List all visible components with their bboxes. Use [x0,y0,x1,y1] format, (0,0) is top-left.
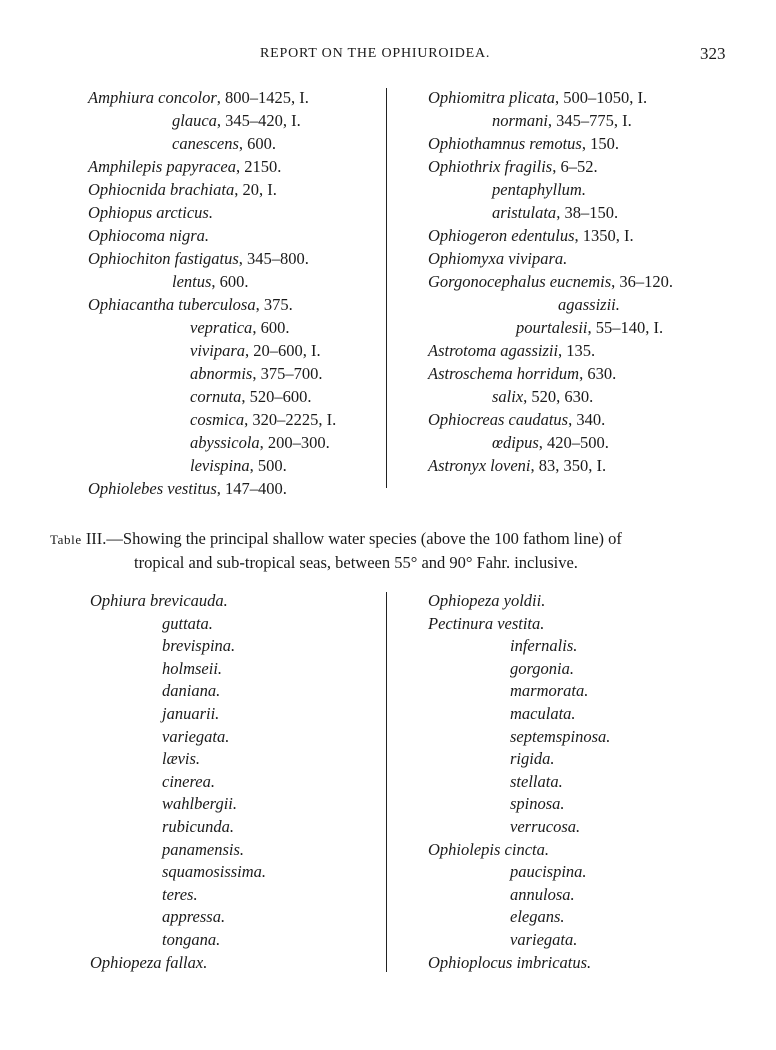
species-name: Ophiopus arcticus. [88,203,213,222]
species-name: lævis. [162,749,201,769]
species-name: salix [492,387,524,406]
species-name: Ophiopeza yoldii. [428,591,546,610]
species-name: rubicunda. [162,817,234,836]
species-entry [510,659,574,679]
species-name: guttata. [162,613,213,633]
depth-range: , 500. [249,456,287,475]
species-name: Ophioplocus imbricatus. [428,952,592,972]
species-entry [516,318,663,338]
depth-range: , 150. [581,134,619,153]
species-name: infernalis. [510,636,578,656]
species-entry [162,727,229,747]
species-entry [88,226,209,246]
depth-range: , 6–52. [552,157,598,176]
depth-range: , 600. [238,134,277,153]
species-name: abyssicola [190,433,260,452]
species-name: januarii. [162,704,220,723]
depth-range: , 55–140, I. [587,318,664,337]
species-entry [88,479,287,499]
column-divider [386,592,387,972]
depth-range: , 20, I. [234,180,277,199]
species-name: Ophiocnida brachiata [88,180,235,199]
species-name: marmorata. [510,681,589,701]
species-entry [428,134,619,154]
species-entry [162,704,219,724]
species-name: œdipus [492,433,539,452]
depth-range: , 147–400. [216,479,287,498]
species-entry [428,591,545,611]
species-entry [88,180,277,200]
species-entry [510,907,565,927]
species-entry [88,295,293,315]
species-entry [172,134,276,154]
species-name: Astronyx loveni [428,456,531,475]
species-entry [162,907,225,927]
species-name: Ophiomitra plicata [428,88,555,107]
species-name: appressa. [162,907,226,927]
caption-line-1-text: —Showing the principal shallow water species (above the 100 fathom line) of [106,529,622,548]
species-entry [162,772,215,792]
species-name: normani [492,111,548,130]
depth-range: , 1350, I. [574,226,634,245]
species-entry [428,272,673,292]
species-name: squamosissima. [162,862,267,882]
species-entry [428,953,591,973]
depth-range: , 83, 350, I. [530,456,607,475]
species-name: elegans. [510,907,565,927]
species-name: Amphilepis papyracea [88,157,237,176]
species-entry [88,249,309,269]
species-entry [510,727,610,747]
species-name: pourtalesii [516,318,588,337]
species-entry [510,885,575,905]
species-name: Amphiura concolor [88,88,217,107]
species-entry [190,387,311,407]
depth-range: , 345–420, I. [216,111,301,130]
species-name: lentus [172,272,212,291]
depth-range: , 630. [579,364,617,383]
depth-range: , 375. [255,295,293,314]
species-entry [172,111,301,131]
species-entry [428,226,634,246]
species-entry [172,272,249,292]
depth-range: , 340. [568,410,606,429]
species-entry [88,157,281,177]
caption-line-1 [50,527,730,551]
depth-range: , 2150. [236,157,282,176]
species-name: stellata. [510,771,563,791]
species-name: abnormis [190,364,253,383]
species-entry [428,614,544,634]
species-name: aristulata [492,203,557,222]
species-entry [428,249,567,269]
species-name: Astrotoma agassizii [428,341,559,360]
species-entry [492,111,632,131]
species-entry [88,88,309,108]
running-title: REPORT ON THE OPHIUROIDEA. [260,46,491,61]
species-name: canescens [172,134,239,153]
depth-range: , 600. [211,272,249,291]
depth-range: , 135. [558,341,596,360]
species-entry [190,433,330,453]
species-entry [510,817,580,837]
species-entry [558,295,620,315]
species-entry [428,341,595,361]
species-name: tongana. [162,930,221,949]
species-name: Ophiacantha tuberculosa [88,295,256,314]
species-entry [162,794,237,814]
depth-range: , 345–800. [238,249,309,268]
species-entry [492,203,618,223]
species-name: levispina [190,456,250,475]
species-name: brevispina. [162,636,236,656]
species-entry [190,364,322,384]
column-divider [386,88,387,488]
species-name: maculata. [510,704,576,723]
species-entry [190,318,289,338]
depth-range: , 20–600, I. [245,341,321,360]
species-entry [90,591,228,611]
species-name: paucispina. [510,862,587,882]
species-name: Ophiura brevicauda. [90,591,228,610]
species-entry [510,704,576,724]
species-name: Ophiothrix fragilis [428,157,553,176]
species-name: holmseii. [162,658,223,678]
species-entry [162,636,235,656]
species-entry [190,410,336,430]
species-entry [162,659,222,679]
species-name: glauca [172,111,217,130]
depth-range: , 345–775, I. [547,111,632,130]
depth-range: , 520, 630. [523,387,594,406]
depth-range: , 520–600. [241,387,312,406]
species-name: variegata. [162,726,230,746]
species-name: Ophiocreas caudatus [428,410,569,429]
species-name: Ophiocoma nigra. [88,226,209,245]
depth-range: , 36–120. [611,272,674,291]
species-name: cinerea. [162,771,215,791]
species-entry [162,749,200,769]
species-entry [190,341,321,361]
caption-line-2: tropical and sub-tropical seas, between 55° and 90° Fahr. inclusive. [134,553,578,572]
species-entry [162,862,266,882]
species-entry [510,681,588,701]
species-name: Gorgonocephalus eucnemis [428,272,612,291]
species-name: daniana. [162,681,221,701]
species-name: cornuta [190,387,242,406]
species-entry [492,180,586,200]
species-name: Ophiomyxa vivipara. [428,249,568,268]
species-entry [162,681,220,701]
species-name: Ophiolebes vestitus [88,479,217,498]
depth-range: , 200–300. [259,433,330,452]
caption-label: Table [50,532,82,547]
species-name: vepratica [190,318,253,337]
species-name: gorgonia. [510,658,575,678]
species-entry [492,387,593,407]
species-name: agassizii. [558,295,620,314]
species-name: Ophiogeron edentulus [428,226,575,245]
species-name: septemspinosa. [510,726,611,746]
species-name: Ophiolepis cincta. [428,839,549,859]
species-name: rigida. [510,749,555,769]
species-entry [510,862,587,882]
species-name: Astroschema horridum [428,364,580,383]
species-name: verrucosa. [510,817,581,836]
depth-range: , 375–700. [252,364,323,383]
species-entry [428,157,598,177]
species-entry [510,749,554,769]
species-name: Pectinura vestita. [428,613,545,633]
species-name: wahlbergii. [162,794,238,814]
depth-range: , 500–1050, I. [554,88,648,107]
species-entry [162,817,234,837]
species-entry [510,930,577,950]
species-name: Ophiochiton fastigatus [88,249,239,268]
species-entry [162,840,244,860]
page-number: 323 [700,44,726,63]
species-name: Ophiopeza fallax. [90,952,208,972]
species-name: variegata. [510,930,578,949]
species-entry [510,794,565,814]
species-name: annulosa. [510,884,575,904]
species-entry [428,840,549,860]
species-name: cosmica [190,410,245,429]
species-name: teres. [162,884,198,904]
caption-label-number: III. [81,529,107,548]
species-entry [162,614,213,634]
species-entry [510,636,577,656]
species-name: vivipara [190,341,245,360]
species-entry [492,433,609,453]
species-entry [428,456,606,476]
species-name: panamensis. [162,839,245,859]
species-entry [428,410,605,430]
depth-range: , 800–1425, I. [216,88,309,107]
depth-range: , 420–500. [538,433,609,452]
species-entry [90,953,207,973]
page-header [0,46,776,68]
depth-range: , 320–2225, I. [244,410,337,429]
species-name: Ophiothamnus remotus [428,134,582,153]
depth-range: , 600. [252,318,290,337]
species-name: pentaphyllum. [492,180,586,199]
species-entry [428,88,647,108]
species-entry [428,364,616,384]
species-name: spinosa. [510,794,565,814]
species-entry [88,203,213,223]
species-entry [190,456,287,476]
depth-range: , 38–150. [556,203,619,222]
species-entry [162,930,220,950]
species-entry [510,772,563,792]
table3-caption [50,527,730,574]
species-entry [162,885,198,905]
